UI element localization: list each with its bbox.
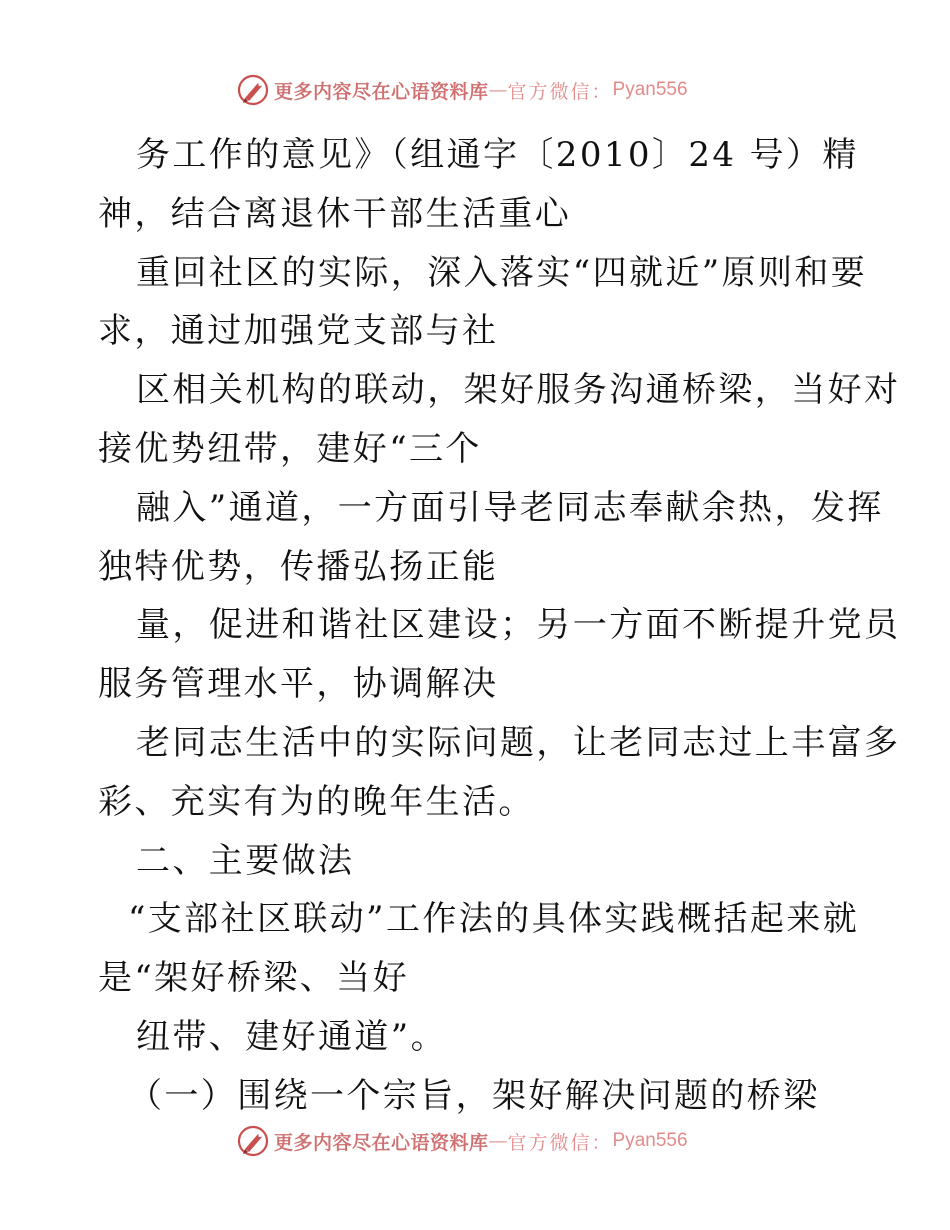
watermark-footer <box>236 1123 688 1159</box>
watermark-label: 官方微信： <box>507 1131 613 1154</box>
text-line: 独特优势，传播弘扬正能 <box>98 546 499 587</box>
watermark-id: Pyan556 <box>612 79 688 100</box>
watermark-header <box>236 72 688 108</box>
watermark-label: 官方微信： <box>507 80 613 103</box>
text-line: 服务管理水平，协调解决 <box>98 664 499 705</box>
watermark-id: Pyan556 <box>612 1130 688 1151</box>
text-line: 神，结合离退休干部生活重心 <box>98 193 572 234</box>
subsection-heading: （一）围绕一个宗旨，架好解决问题的桥梁 <box>128 1075 820 1116</box>
text-line: “支部社区联动”工作法的具体实践概括起来就 <box>128 899 860 940</box>
text-line: 重回社区的实际，深入落实“四就近”原则和要 <box>136 252 868 293</box>
watermark-separator: — <box>488 79 508 101</box>
text-line: 彩、充实有为的晚年生活。 <box>98 781 535 822</box>
pen-logo-icon <box>236 73 270 107</box>
watermark-text: 更多内容尽在心语资料库 <box>274 1131 489 1154</box>
text-line: 量，促进和谐社区建设；另一方面不断提升党员 <box>136 605 901 646</box>
text-line: 接优势纽带，建好“三个 <box>98 428 482 469</box>
pen-logo-icon <box>236 1124 270 1158</box>
watermark-text: 更多内容尽在心语资料库 <box>274 80 489 103</box>
text-line: 老同志生活中的实际问题，让老同志过上丰富多 <box>136 722 901 763</box>
watermark-separator: — <box>488 1130 508 1152</box>
document-body <box>98 126 901 1126</box>
text-line: 纽带、建好通道”。 <box>136 1016 447 1057</box>
text-line: 是“架好桥梁、当好 <box>98 958 409 999</box>
text-line: 务工作的意见》（组通字〔2010〕24 号）精 <box>136 135 859 175</box>
text-line: 区相关机构的联动，架好服务沟通桥梁，当好对 <box>136 370 901 411</box>
section-heading: 二、主要做法 <box>136 840 355 881</box>
text-line: 求，通过加强党支部与社 <box>98 311 499 352</box>
text-line: 融入”通道，一方面引导老同志奉献余热，发挥 <box>136 487 884 528</box>
